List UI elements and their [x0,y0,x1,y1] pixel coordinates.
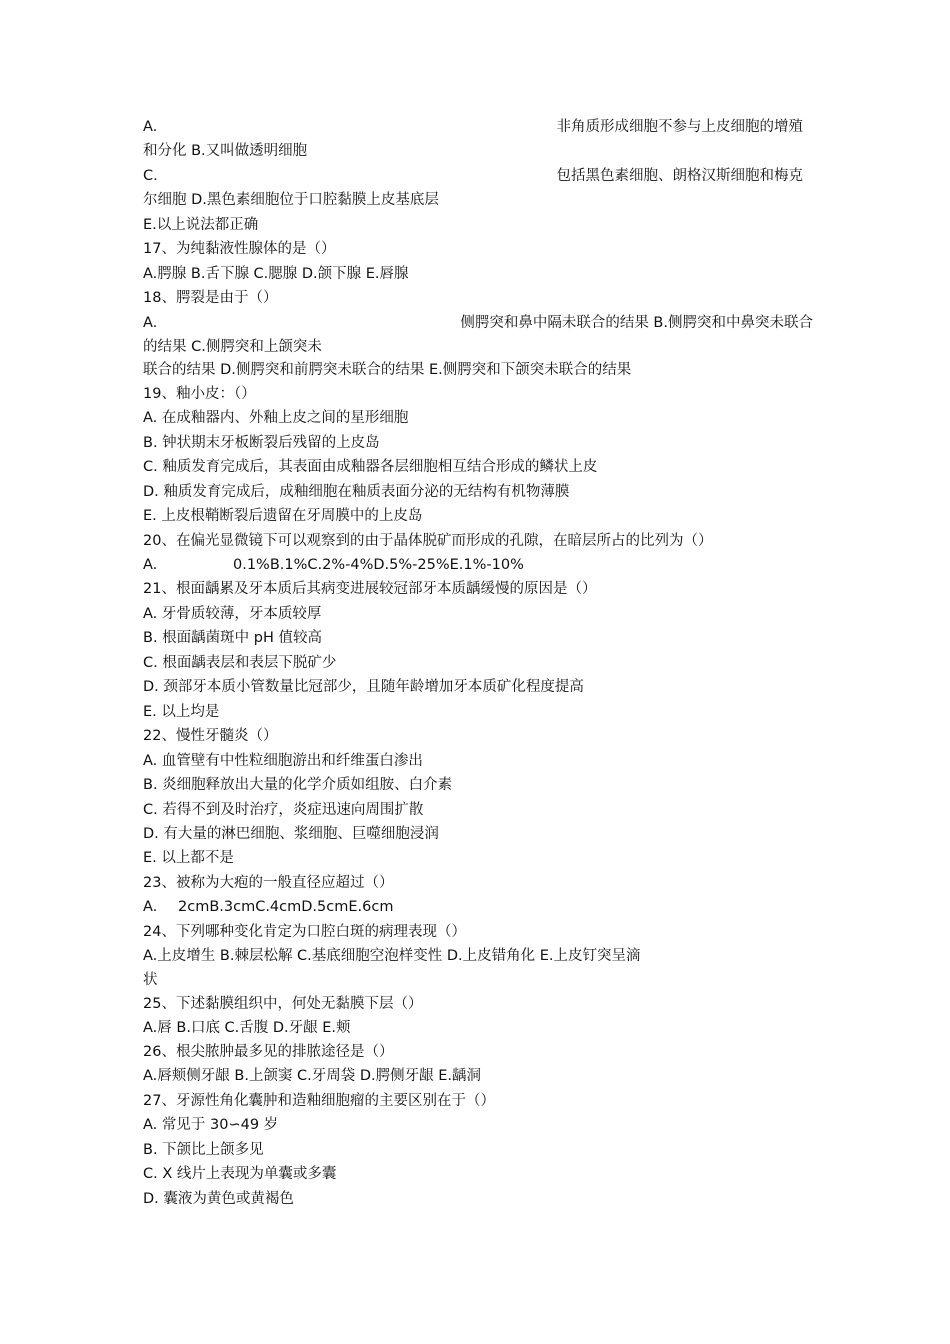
option-text: 包括黑色素细胞、朗格汉斯细胞和梅克 [556,168,803,184]
option-line: A. 在成釉器内、外釉上皮之间的星形细胞 [143,410,409,426]
question-title: 20、在偏光显微镜下可以观察到的由于晶体脱矿而形成的孔隙，在暗层所占的比列为（） [143,533,713,549]
options-line: A.腭腺 B.舌下腺 C.腮腺 D.颌下腺 E.唇腺 [143,266,409,282]
question-title: 25、下述黏膜组织中，何处无黏膜下层（） [143,996,423,1012]
text-line: E.以上说法都正确 [143,217,259,233]
option-line: B. 钟状期末牙板断裂后残留的上皮岛 [143,435,380,451]
option-line: C. 釉质发育完成后，其表面由成釉器各层细胞相互结合形成的鳞状上皮 [143,459,598,475]
options-line: A.上皮增生 B.棘层松解 C.基底细胞空泡样变性 D.上皮错角化 E.上皮钉突呈滴 [143,948,641,964]
question-title: 19、釉小皮：（） [143,386,256,402]
option-line: B. 根面龋菌斑中 pH 值较高 [143,630,322,646]
option-letter: A. [143,315,158,331]
option-line: A. 牙骨质较薄，牙本质较厚 [143,606,322,622]
option-line: E. 上皮根鞘断裂后遗留在牙周膜中的上皮岛 [143,508,423,524]
text-line: 和分化 B.又叫做透明细胞 [143,143,308,159]
option-line: B. 下颌比上颌多见 [143,1142,264,1158]
question-title: 26、根尖脓肿最多见的排脓途径是（） [143,1044,394,1060]
option-line: A. 常见于 30∽49 岁 [143,1117,279,1133]
option-line: D. 囊液为黄色或黄褐色 [143,1191,294,1207]
option-letter: A. [143,899,158,915]
option-line [143,311,813,335]
text-line: 尔细胞 D.黑色素细胞位于口腔黏膜上皮基底层 [143,192,439,208]
text-line: 状 [143,972,158,988]
option-line: A. 血管壁有中性粒细胞游出和纤维蛋白渗出 [143,753,423,769]
question-title: 17、为纯黏液性腺体的是（） [143,241,336,257]
option-line: E. 以上均是 [143,704,220,720]
text-line: 的结果 C.侧腭突和上颌突未 [143,339,322,355]
option-line [143,115,803,139]
option-line: C. 若得不到及时治疗，炎症迅速向周围扩散 [143,802,424,818]
options-line: 2cmB.3cmC.4cmD.5cmE.6cm [178,899,394,915]
question-title: 22、慢性牙髓炎（） [143,728,278,744]
option-letter: A. [143,557,158,573]
question-title: 23、被称为大疱的一般直径应超过（） [143,875,394,891]
option-line: B. 炎细胞释放出大量的化学介质如组胺、白介素 [143,777,453,793]
options-line: 0.1%B.1%C.2%-4%D.5%-25%E.1%-10% [233,557,524,573]
option-text: 非角质形成细胞不参与上皮细胞的增殖 [556,119,803,135]
option-text: 侧腭突和鼻中隔未联合的结果 B.侧腭突和中鼻突未联合 [460,315,813,331]
option-line: C. X 线片上表现为单囊或多囊 [143,1166,337,1182]
option-line: E. 以上都不是 [143,850,234,866]
question-title: 18、腭裂是由于（） [143,290,278,306]
option-line: C. 根面龋表层和表层下脱矿少 [143,655,337,671]
text-line: 联合的结果 D.侧腭突和前腭突未联合的结果 E.侧腭突和下颌突未联合的结果 [143,362,632,378]
option-letter: C. [143,168,158,184]
question-title: 21、根面龋累及牙本质后其病变进展较冠部牙本质龋缓慢的原因是（） [143,581,597,597]
options-line: A.唇颊侧牙龈 B.上颌窦 C.牙周袋 D.腭侧牙龈 E.龋洞 [143,1068,482,1084]
option-line: D. 有大量的淋巴细胞、浆细胞、巨噬细胞浸润 [143,826,439,842]
option-letter: A. [143,119,158,135]
options-line: A.唇 B.口底 C.舌腹 D.牙龈 E.颊 [143,1020,351,1036]
question-title: 27、牙源性角化囊肿和造釉细胞瘤的主要区别在于（） [143,1093,495,1109]
question-title: 24、下列哪种变化肯定为口腔白斑的病理表现（） [143,924,466,940]
option-line [143,164,803,188]
option-line: D. 颈部牙本质小管数量比冠部少，且随年龄增加牙本质矿化程度提高 [143,679,584,695]
option-line: D. 釉质发育完成后，成釉细胞在釉质表面分泌的无结构有机物薄膜 [143,484,570,500]
